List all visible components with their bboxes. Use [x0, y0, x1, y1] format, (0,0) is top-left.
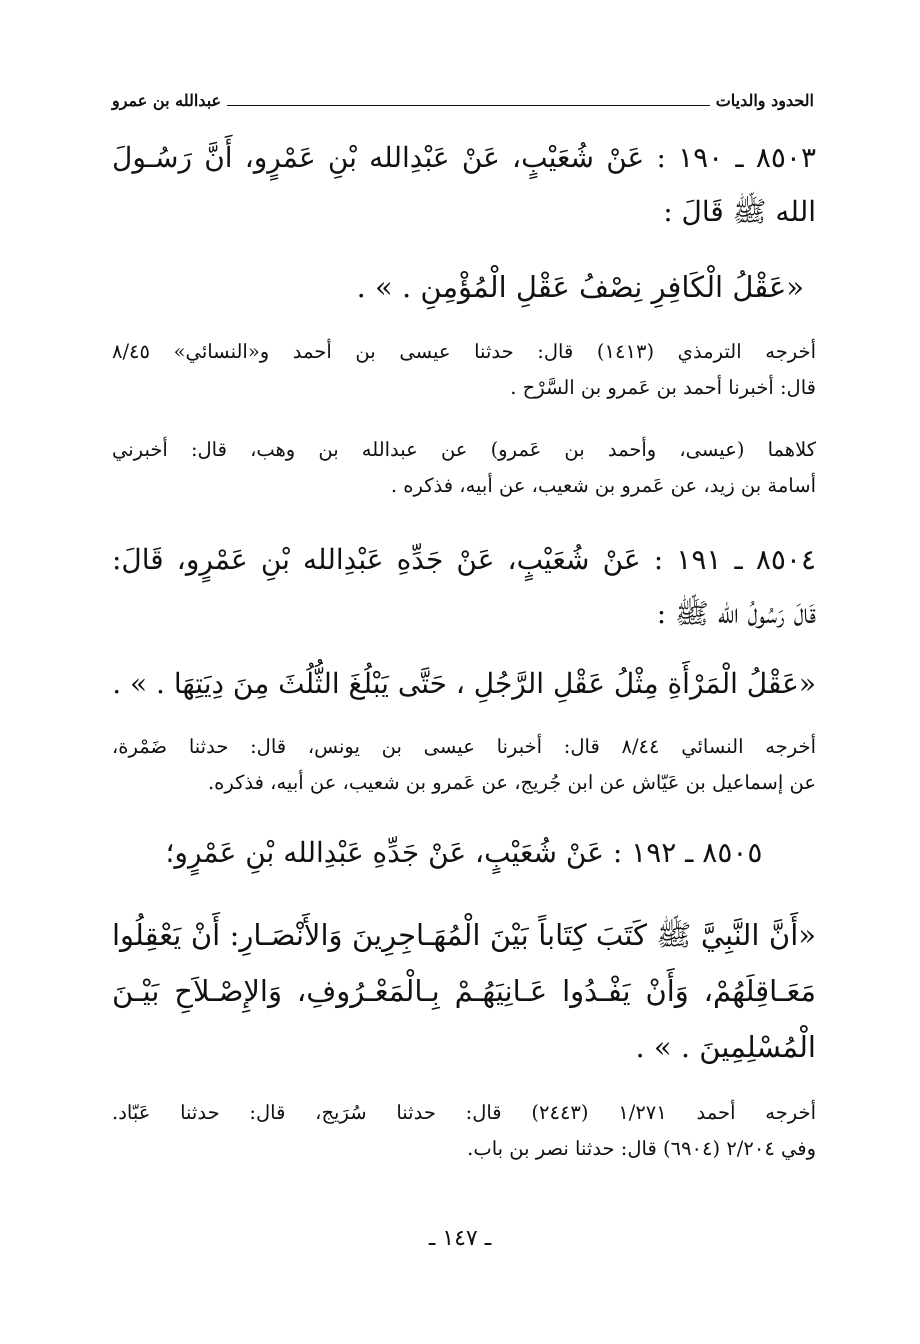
hadith-matn-8503: [112, 259, 804, 315]
takhrij-line: عن إسماعيل بن عَيّاش عن ابن جُريج، عن عَمرو بن شعيب، عن أبيه، فذكره.: [207, 771, 816, 794]
matn-line: «أَنَّ النَّبِيَّ ﷺ كَتَبَ كِتَاباً بَيْنَ الْمُهَـاجِرِينَ وَالأَنْصَـارِ: أَنْ يَعْقِلُوا: [112, 918, 816, 952]
takhrij-line: أخرجه أحمد ١/٢٧١ (٢٤٤٣) قال: حدثنا سُرَيج، قال: حدثنا عَبّاد.: [112, 1101, 816, 1124]
takhrij-line: أسامة بن زيد، عن عَمرو بن شعيب، عن أبيه، فذكره .: [390, 474, 816, 497]
matn-line: مَعَـاقِلَهُمْ، وَأَنْ يَفْـدُوا عَـانِيَهُـمْ بِـالْمَعْـرُوفِ، وَالإِصْـلاَحِ بَيْـنَ: [112, 974, 816, 1008]
header-chapter-title: الحدود والديات: [715, 91, 814, 110]
hadith-isnad-8505: [112, 826, 816, 880]
takhrij-8504: [112, 729, 816, 801]
takhrij-line: كلاهما (عيسى، وأحمد بن عَمرو) عن عبدالله بن وهب، قال: أخبرني: [112, 438, 816, 461]
hadith-isnad-8503: [112, 131, 816, 239]
matn-line: «عَقْلُ الْمَرْأَةِ مِثْلُ عَقْلِ الرَّجُلِ ، حَتَّى يَبْلُغَ الثُّلُثَ مِنَ دِيَتِهَا . » .: [112, 667, 816, 700]
isnad-line: ٨٥٠٣ ـ ١٩٠ : عَنْ شُعَيْبٍ، عَنْ عَبْدِالله بْنِ عَمْرٍو، أَنَّ رَسُـولَ: [112, 141, 816, 174]
running-header: [112, 86, 814, 110]
takhrij-8503-a: [112, 334, 816, 406]
takhrij-8503-b: [112, 432, 816, 504]
hadith-matn-8504: [112, 656, 816, 712]
isnad-line: الله ﷺ قَالَ :: [663, 195, 816, 228]
hadith-isnad-8504: [112, 533, 816, 641]
isnad-line: ٨٥٠٤ ـ ١٩١ : عَنْ شُعَيْبٍ، عَنْ جَدِّهِ عَبْدِالله بْنِ عَمْرٍو، قَالَ:: [112, 543, 816, 576]
matn-line: الْمُسْلِمِينَ . » .: [635, 1030, 816, 1064]
isnad-line: ٨٥٠٥ ـ ١٩٢ : عَنْ شُعَيْبٍ، عَنْ جَدِّهِ عَبْدِالله بْنِ عَمْرٍو؛: [165, 836, 763, 869]
takhrij-line: أخرجه الترمذي (١٤١٣) قال: حدثنا عيسى بن أحمد و«النسائي» ٨/٤٥: [112, 340, 816, 363]
isnad-line: قَالَ رَسُولُ الله ﷺ :: [656, 597, 816, 630]
takhrij-line: وفي ٢/٢٠٤ (٦٩٠٤) قال: حدثنا نصر بن باب.: [467, 1137, 816, 1160]
page-number: ـ ١٤٧ ـ: [428, 1226, 492, 1251]
hadith-matn-8505: [112, 907, 816, 1075]
header-rule: [227, 105, 710, 106]
takhrij-line: قال: أخبرنا أحمد بن عَمرو بن السَّرْح .: [510, 376, 816, 399]
matn-line: «عَقْلُ الْكَافِرِ نِصْفُ عَقْلِ الْمُؤْمِنِ . » .: [356, 270, 804, 304]
header-narrator-title: عبدالله بن عمرو: [112, 91, 222, 110]
takhrij-8505: [112, 1095, 816, 1167]
takhrij-line: أخرجه النسائي ٨/٤٤ قال: أخبرنا عيسى بن يونس، قال: حدثنا ضَمْرة،: [112, 735, 816, 758]
